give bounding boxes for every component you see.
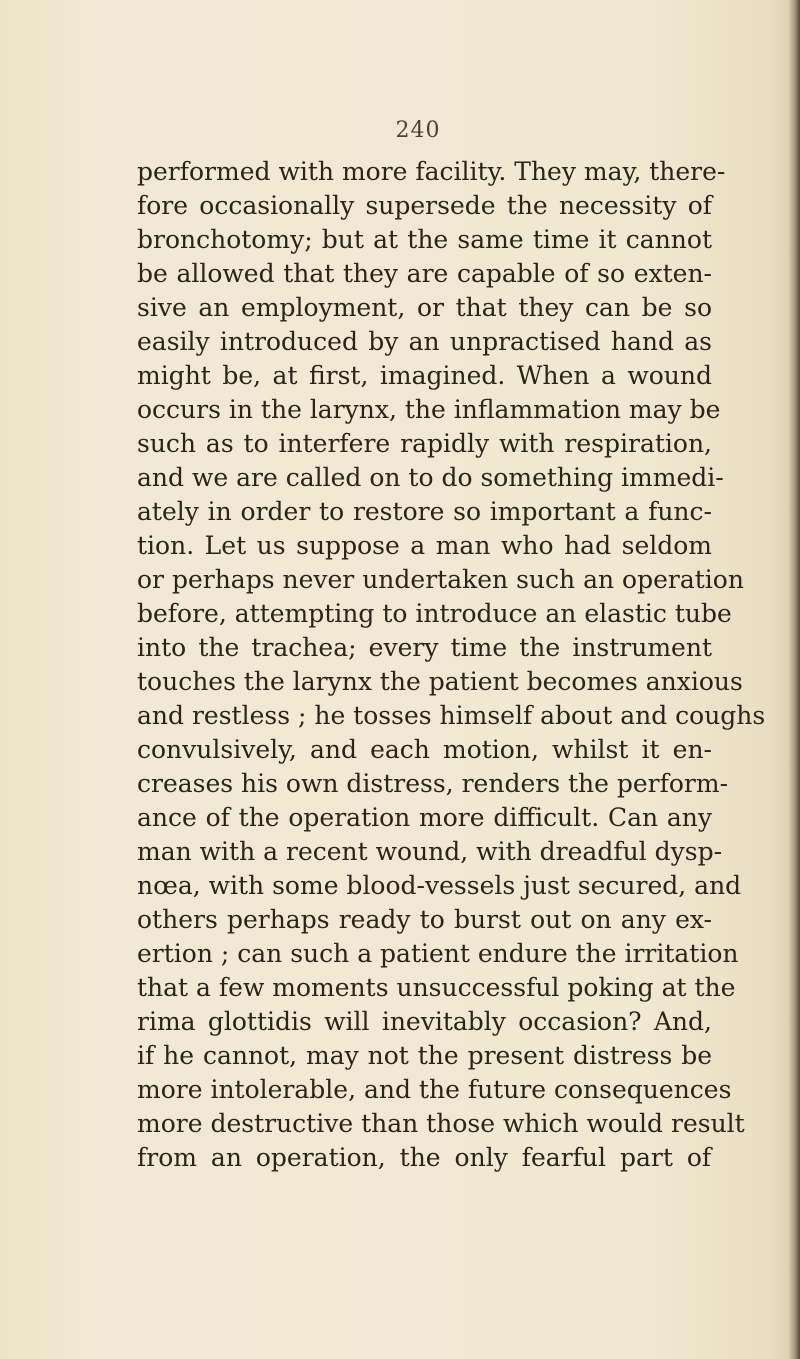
text-line: man with a recent wound, with dreadful dysp- xyxy=(137,837,723,866)
text-line: before, attempting to introduce an elastic tube xyxy=(137,599,732,628)
page-binding-edge xyxy=(788,0,800,1359)
text-line: or perhaps never undertaken such an operation xyxy=(137,565,744,594)
text-line: from an operation, the only fearful part of xyxy=(137,1143,712,1172)
text-line: ertion ; can such a patient endure the irritation xyxy=(137,939,739,968)
text-line: easily introduced by an unpractised hand as xyxy=(137,327,712,356)
text-line: others perhaps ready to burst out on any ex- xyxy=(137,905,712,934)
text-line: rima glottidis will inevitably occasion? And, xyxy=(137,1007,712,1036)
text-line: fore occasionally supersede the necessity of xyxy=(137,191,712,220)
text-line: ately in order to restore so important a func- xyxy=(137,497,712,526)
text-line: tion. Let us suppose a man who had seldom xyxy=(137,531,712,560)
text-line: creases his own distress, renders the perform- xyxy=(137,769,729,798)
text-line: that a few moments unsuccessful poking at the xyxy=(137,973,736,1002)
text-line: touches the larynx the patient becomes anxious xyxy=(137,667,743,696)
text-line: sive an employment, or that they can be so xyxy=(137,293,712,322)
text-line: into the trachea; every time the instrument xyxy=(137,633,712,662)
text-line: and we are called on to do something immedi- xyxy=(137,463,724,492)
text-line: and restless ; he tosses himself about and coughs xyxy=(137,701,766,730)
text-line: bronchotomy; but at the same time it cannot xyxy=(137,225,712,254)
text-line: such as to interfere rapidly with respiration, xyxy=(137,429,712,458)
text-line: more intolerable, and the future consequences xyxy=(137,1075,732,1104)
text-line: occurs in the larynx, the inflammation may be xyxy=(137,395,721,424)
body-text xyxy=(137,155,766,1175)
text-line: nœa, with some blood-vessels just secured, and xyxy=(137,871,742,900)
text-line: convulsively, and each motion, whilst it en- xyxy=(137,735,712,764)
text-line: performed with more facility. They may, there- xyxy=(137,157,726,186)
text-line: ance of the operation more difficult. Can any xyxy=(137,803,712,832)
text-line: be allowed that they are capable of so exten- xyxy=(137,259,712,288)
text-line: might be, at first, imagined. When a wound xyxy=(137,361,712,390)
text-line: if he cannot, may not the present distress be xyxy=(137,1041,712,1070)
page-number: 240 xyxy=(395,118,441,143)
text-line: more destructive than those which would result xyxy=(137,1109,745,1138)
